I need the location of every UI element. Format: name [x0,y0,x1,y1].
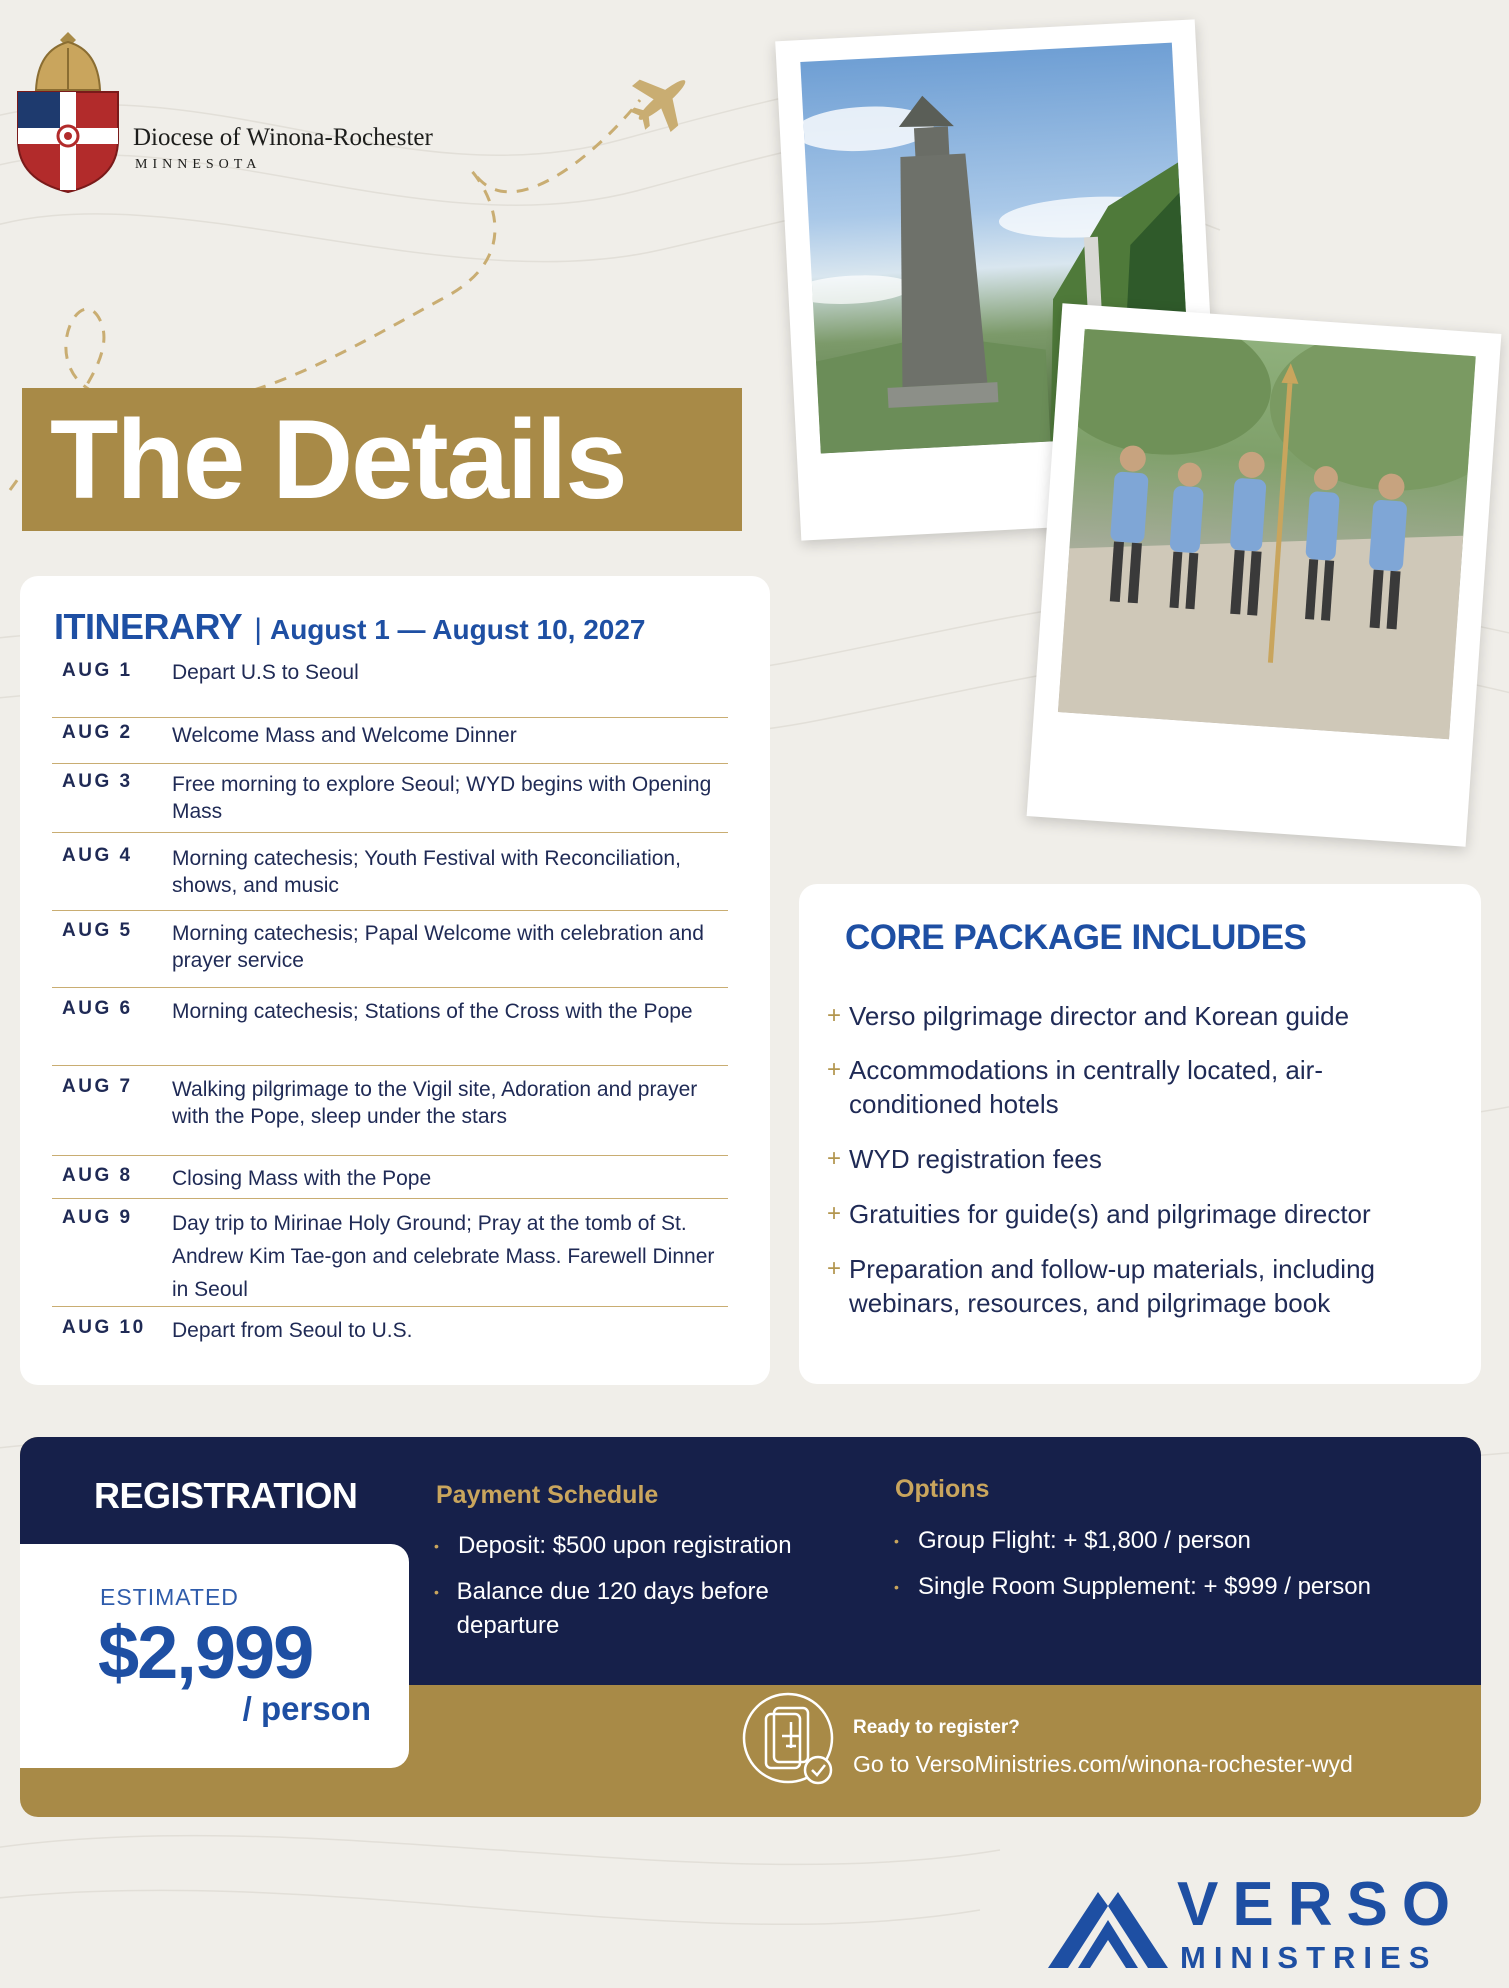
itinerary-desc: Welcome Mass and Welcome Dinner [172,724,517,747]
itinerary-day: AUG 4 [62,845,133,866]
price-card [20,1544,409,1768]
itinerary-day: AUG 5 [62,920,133,941]
bullet-dot: • [894,1533,899,1549]
title-banner [22,388,742,531]
itinerary-desc: Walking pilgrimage to the Vigil site, Adoration and prayer with the Pope, sleep under the stars [172,1078,698,1128]
itinerary-card [20,576,770,1385]
itinerary-separator: | [254,613,262,646]
core-package-text: Gratuities for guide(s) and pilgrimage director [849,1199,1371,1229]
itinerary-desc: Day trip to Mirinae Holy Ground; Pray at the tomb of St. Andrew Kim Tae-gon and celebrate Mass. Farewell Dinner in Seoul [172,1212,715,1301]
option-item-text: Single Room Supplement: + $999 / person [918,1573,1371,1600]
itinerary-desc: Free morning to explore Seoul; WYD begins with Opening Mass [172,773,712,823]
core-package-title: CORE PACKAGE INCLUDES [845,918,1307,957]
itinerary-row [52,771,728,833]
itinerary-day: AUG 8 [62,1165,133,1186]
plus-icon: + [827,1200,842,1227]
itinerary-desc: Morning catechesis; Youth Festival with Reconciliation, shows, and music [172,847,681,897]
pilgrims-photo [1027,303,1502,846]
bullet-dot: • [434,1538,439,1554]
airplane-icon [618,60,704,144]
itinerary-row [52,1317,728,1351]
diocese-state: MINNESOTA [135,157,262,172]
option-item [894,1570,1371,1604]
itinerary-day: AUG 2 [62,722,133,743]
itinerary-desc: Morning catechesis; Papal Welcome with celebration and prayer service [172,922,704,972]
options-heading: Options [895,1475,990,1503]
plus-icon: + [827,1056,842,1083]
core-package-text: Verso pilgrimage director and Korean guide [849,1001,1350,1031]
plus-icon: + [827,1145,842,1172]
core-package-card [799,884,1481,1384]
plus-icon: + [827,1255,842,1282]
payment-item-text: Deposit: $500 upon registration [458,1532,792,1559]
estimated-label: ESTIMATED [100,1584,239,1610]
itinerary-header [54,606,645,648]
core-package-item [827,1053,1467,1121]
itinerary-day: AUG 1 [62,660,133,681]
payment-item-text: Balance due 120 days before departure [456,1578,769,1639]
itinerary-desc: Depart from Seoul to U.S. [172,1319,413,1342]
registration-panel [20,1437,1481,1817]
registration-title: REGISTRATION [94,1475,358,1516]
itinerary-row [52,998,728,1066]
itinerary-row [52,920,728,988]
page-title: The Details [50,396,626,522]
bullet-dot: • [894,1579,899,1595]
itinerary-dates: August 1 — August 10, 2027 [269,614,646,645]
itinerary-row [52,660,728,718]
price-amount: $2,999 [98,1611,313,1694]
option-item-text: Group Flight: + $1,800 / person [918,1527,1251,1554]
core-package-text: Preparation and follow-up materials, including webinars, resources, and pilgrimage book [848,1254,1376,1318]
option-item [894,1524,1251,1558]
bullet-dot: • [434,1584,439,1600]
payment-schedule-heading: Payment Schedule [436,1481,659,1509]
diocese-crest-icon [6,30,131,195]
payment-item [434,1529,792,1563]
verso-mountain-logo [1048,1880,1168,1972]
itinerary-row [52,1165,728,1199]
core-package-item [827,1197,1467,1231]
core-package-item [827,1142,1467,1176]
itinerary-row [52,1076,728,1156]
itinerary-row [52,1207,728,1307]
core-package-item [827,999,1467,1033]
core-package-item [827,1252,1467,1320]
registration-url-link[interactable]: Go to VersoMinistries.com/winona-rochester-wyd [853,1751,1353,1777]
itinerary-day: AUG 10 [62,1317,146,1338]
itinerary-day: AUG 6 [62,998,133,1019]
itinerary-row [52,722,728,764]
payment-item [434,1575,854,1643]
plus-icon: + [827,1002,842,1029]
itinerary-desc: Closing Mass with the Pope [172,1167,432,1190]
price-unit: / person [242,1690,371,1727]
phone-plane-check-icon [742,1692,842,1792]
verso-logo-sub: MINISTRIES [1180,1940,1438,1975]
ready-to-register-title: Ready to register? [853,1717,1020,1738]
itinerary-day: AUG 9 [62,1207,133,1228]
itinerary-day: AUG 7 [62,1076,133,1097]
itinerary-desc: Morning catechesis; Stations of the Cross with the Pope [172,1000,693,1023]
itinerary-title: ITINERARY [54,606,243,647]
itinerary-day: AUG 3 [62,771,133,792]
itinerary-desc: Depart U.S to Seoul [172,661,359,684]
diocese-name: Diocese of Winona-Rochester [133,124,433,151]
verso-logo-word: VERSO [1177,1870,1465,1939]
itinerary-row [52,845,728,911]
core-package-text: WYD registration fees [849,1144,1102,1174]
core-package-text: Accommodations in centrally located, air-conditioned hotels [849,1055,1323,1119]
